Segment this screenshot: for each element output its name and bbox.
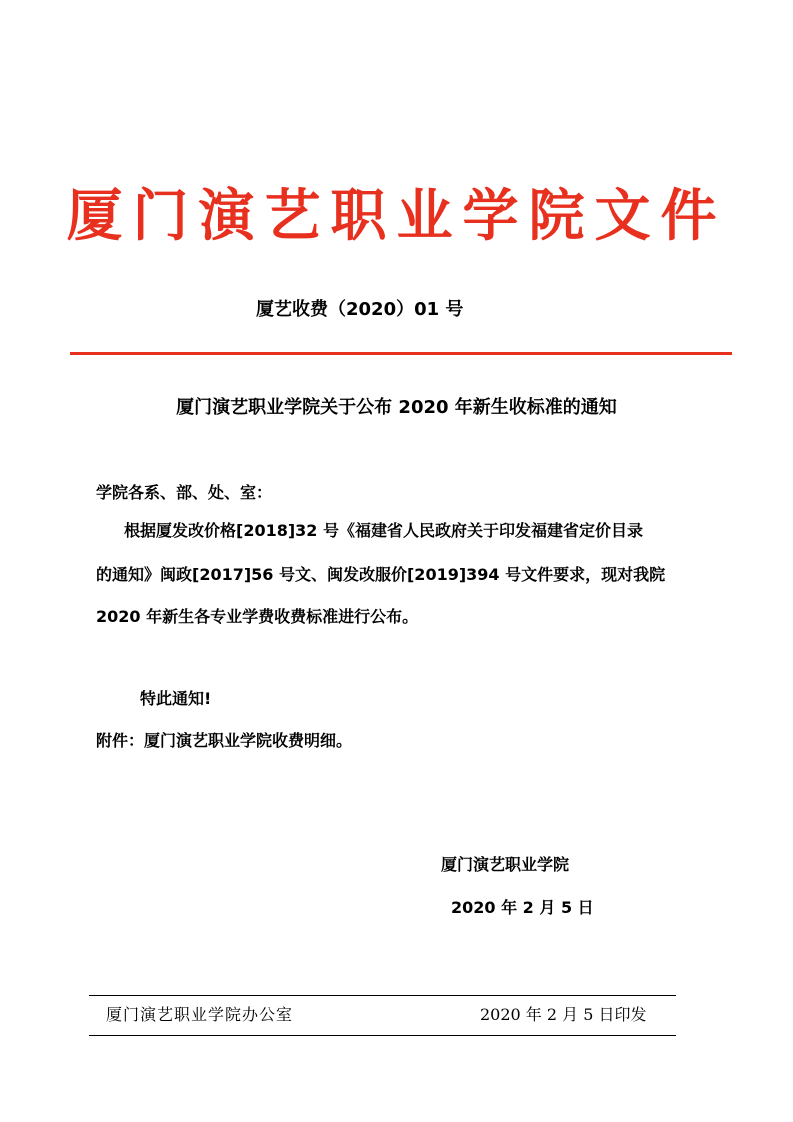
paragraph-line-1: 根据厦发改价格[2018]32 号《福建省人民政府关于印发福建省定价目录 [124,521,643,540]
document-number: 厦艺收费（2020）01 号 [256,299,464,320]
attachment-note: 附件：厦门演艺职业学院收费明细。 [96,731,353,750]
footer-bottom-rule [89,1035,676,1036]
paragraph-line-2: 的通知》闽政[2017]56 号文、闽发改服价[2019]394 号文件要求，现对我院 [96,565,666,584]
paragraph-line-3: 2020 年新生各专业学费收费标准进行公布。 [96,607,419,626]
signature-date: 2020 年 2 月 5 日 [451,898,594,917]
closing-remark: 特此通知! [140,689,212,708]
footer-issue-date: 2020 年 2 月 5 日印发 [480,1005,647,1024]
letterhead-title: 厦门演艺职业学院文件 [66,183,727,249]
footer-top-rule [89,995,676,996]
notice-title: 厦门演艺职业学院关于公布 2020 年新生收标准的通知 [176,397,617,418]
footer-issuer: 厦门演艺职业学院办公室 [106,1005,294,1024]
signature-organization: 厦门演艺职业学院 [441,855,570,874]
red-divider-line [70,352,732,355]
salutation: 学院各系、部、处、室： [96,483,273,502]
